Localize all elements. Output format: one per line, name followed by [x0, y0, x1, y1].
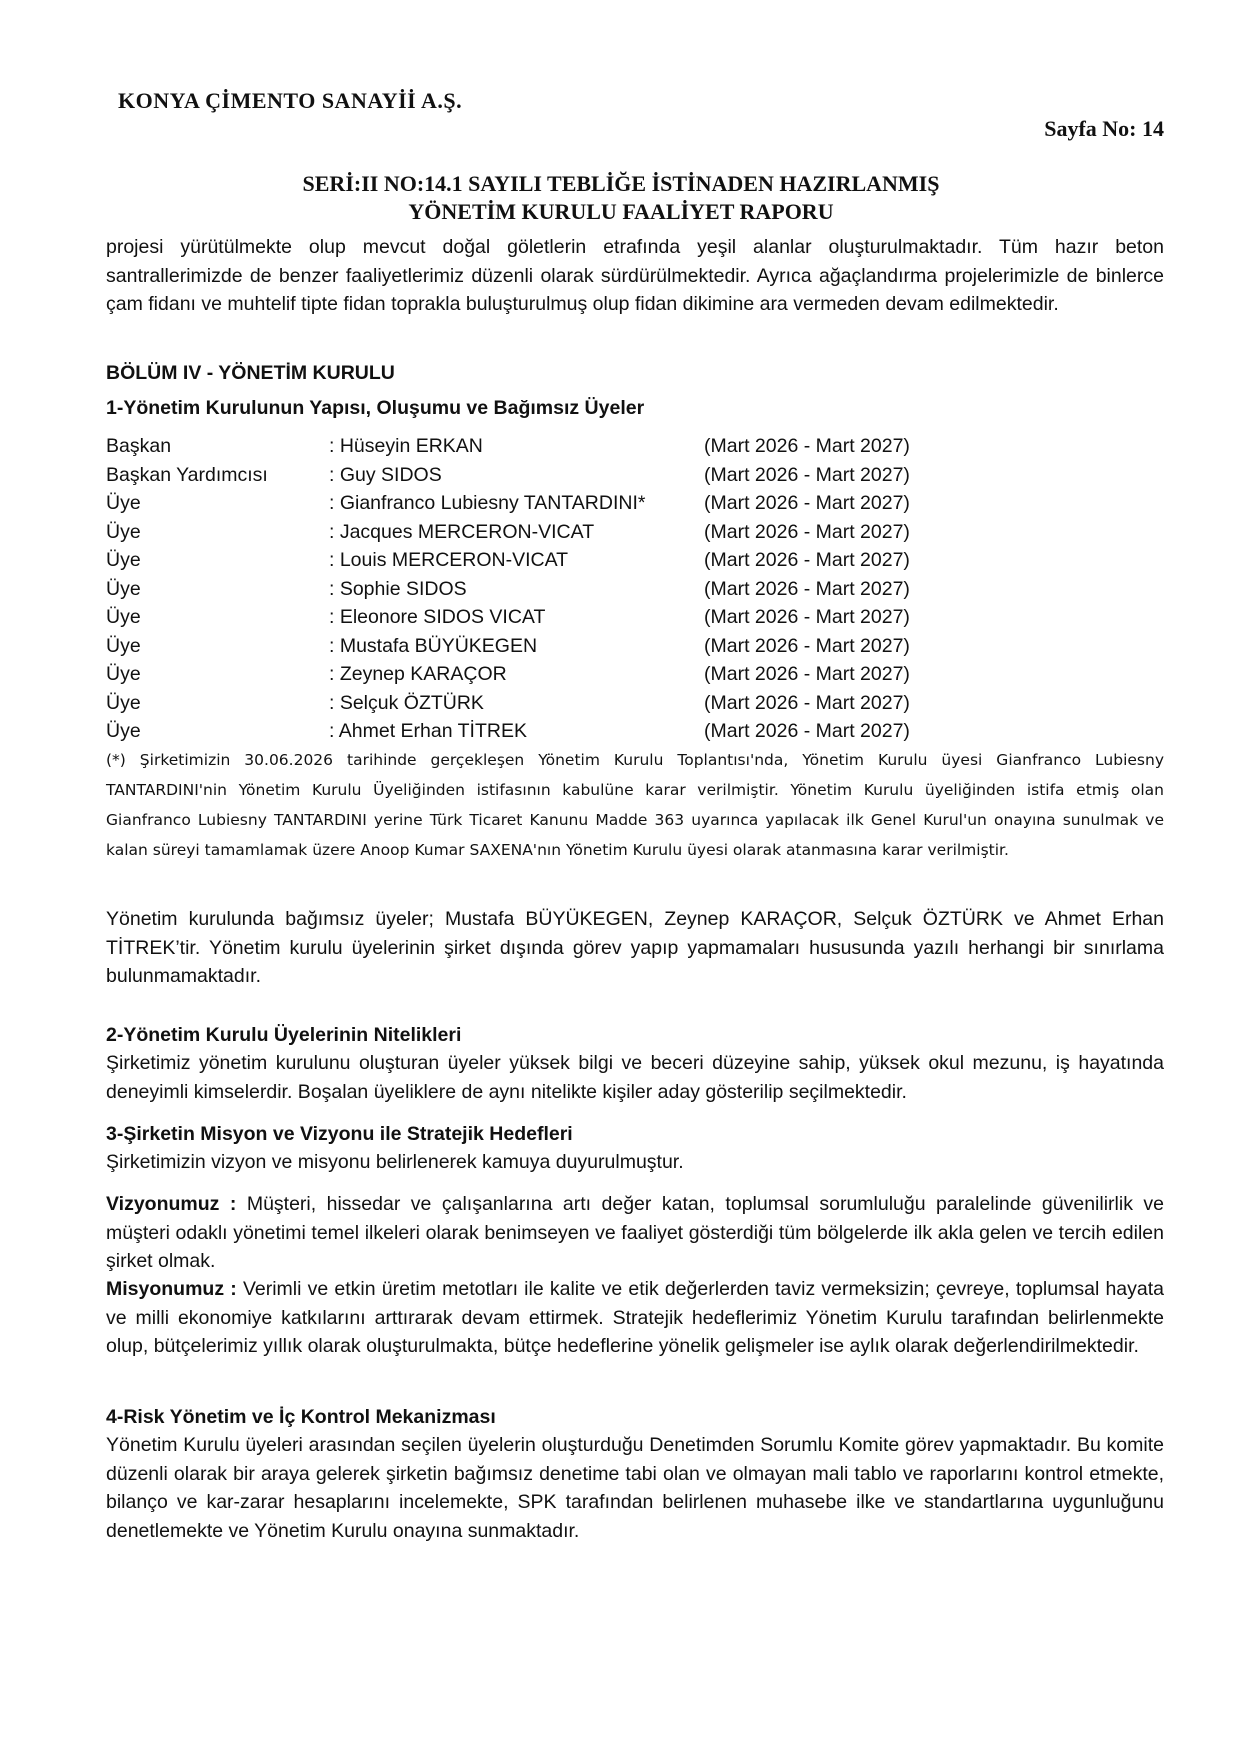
mission-label: Misyonumuz : [106, 1278, 237, 1300]
subsection-heading-risk: 4-Risk Yönetim ve İç Kontrol Mekanizması [106, 1406, 496, 1428]
report-title-line-1: SERİ:II NO:14.1 SAYILI TEBLİĞE İSTİNADEN HAZIRLANMIŞ [302, 171, 940, 196]
member-term: (Mart 2026 - Mart 2027) [704, 663, 910, 685]
member-row [106, 546, 1006, 575]
vision-label: Vizyonumuz : [106, 1193, 237, 1215]
board-members-list [106, 432, 1006, 746]
member-name: : Zeynep KARAÇOR [329, 663, 507, 685]
section-heading: BÖLÜM IV - YÖNETİM KURULU [106, 362, 395, 384]
company-name: KONYA ÇİMENTO SANAYİİ A.Ş. [118, 88, 463, 113]
member-name: : Hüseyin ERKAN [329, 435, 483, 457]
member-role: Üye [106, 663, 141, 685]
member-term: (Mart 2026 - Mart 2027) [704, 463, 910, 486]
member-role: Üye [106, 720, 141, 742]
member-role: Üye [106, 520, 141, 543]
member-name: : Gianfranco Lubiesny TANTARDINI* [329, 492, 646, 514]
member-name: : Ahmet Erhan TİTREK [329, 720, 527, 742]
member-role: Üye [106, 492, 141, 514]
member-row [106, 518, 1006, 547]
member-row [106, 689, 1006, 718]
member-name: : Sophie SIDOS [329, 577, 467, 600]
mission-text: Verimli ve etkin üretim metotları ile kalite ve etik değerlerden taviz vermeksizin; çevreye, toplumsal hayata ve milli ekonomiye katkılarını arttırarak devam ettirmek. Stratejik hedeflerimiz Yönetim Kurulu tarafından belirlenmekte olup, bütçelerimiz yıllık olarak oluşturulmakta, bütçe hedeflerine yönelik gelişmeler ise aylık olarak değerlendirilmektedir. [106, 1278, 1165, 1357]
member-name: : Selçuk ÖZTÜRK [329, 691, 484, 714]
member-role: Üye [106, 691, 141, 714]
footnote: (*) Şirketimizin 30.06.2026 tarihinde gerçekleşen Yönetim Kurulu Toplantısı'nda, Yönetim Kurulu üyesi Gianfranco Lubiesny TANTARDINI'nin Yönetim Kurulu Üyeliğinden istifasının kabulüne karar verilmiştir. Yönetim Kurulu üyeliğinden istifa etmiş olan Gianfranco Lubiesny TANTARDINI yerine Türk Ticaret Kanunu Madde 363 uyarınca yapılacak ilk Genel Kurul'un onayına sunulmak ve kalan süreyi tamamlamak üzere Anoop Kumar SAXENA'nın Yönetim Kurulu üyesi olarak atanmasına karar verilmiştir. [106, 751, 1164, 859]
member-row [106, 717, 1006, 746]
member-term: (Mart 2026 - Mart 2027) [704, 720, 910, 742]
member-row [106, 603, 1006, 632]
member-role: Başkan [106, 435, 172, 457]
member-term: (Mart 2026 - Mart 2027) [704, 691, 910, 714]
intro-paragraph: projesi yürütülmekte olup mevcut doğal göletlerin etrafında yeşil alanlar oluşturulmaktadır. Tüm hazır beton santrallerimizde de benzer faaliyetlerimiz düzenli olarak sürdürülmektedir. Ayrıca ağaçlandırma projelerimizle de binlerce çam fidanı ve muhtelif tipte fidan toprakla buluşturulmuş olup fidan dikimine ara vermeden devam edilmektedir. [106, 236, 1164, 315]
independent-members-paragraph: Yönetim kurulunda bağımsız üyeler; Mustafa BÜYÜKEGEN, Zeynep KARAÇOR, Selçuk ÖZTÜRK ve Ahmet Erhan TİTREK’tir. Yönetim kurulu üyelerinin şirket dışında görev yapıp yapmamaları hususunda yazılı herhangi bir sınırlama bulunmamaktadır. [106, 908, 1164, 987]
qualifications-paragraph: Şirketimiz yönetim kurulunu oluşturan üyeler yüksek bilgi ve beceri düzeyine sahip, yüksek okul mezunu, iş hayatında deneyimli kimselerdir. Boşalan üyeliklere de aynı nitelikte kişiler aday gösterilip seçilmektedir. [106, 1052, 1164, 1103]
member-name: : Eleonore SIDOS VICAT [329, 606, 546, 628]
member-role: Üye [106, 549, 141, 571]
mission-vision-intro: Şirketimizin vizyon ve misyonu belirlenerek kamuya duyurulmuştur. [106, 1151, 684, 1173]
subsection-heading-mission-vision: 3-Şirketin Misyon ve Vizyonu ile Stratejik Hedefleri [106, 1123, 573, 1145]
member-term: (Mart 2026 - Mart 2027) [704, 492, 910, 514]
member-name: : Guy SIDOS [329, 463, 442, 486]
member-role: Başkan Yardımcısı [106, 463, 268, 486]
member-role: Üye [106, 606, 141, 628]
subsection-heading-qualifications: 2-Yönetim Kurulu Üyelerinin Nitelikleri [106, 1024, 462, 1046]
member-row [106, 632, 1006, 661]
member-term: (Mart 2026 - Mart 2027) [704, 634, 910, 657]
member-term: (Mart 2026 - Mart 2027) [704, 577, 910, 600]
member-name: : Mustafa BÜYÜKEGEN [329, 634, 538, 657]
member-term: (Mart 2026 - Mart 2027) [704, 606, 910, 628]
risk-paragraph: Yönetim Kurulu üyeleri arasından seçilen üyelerin oluşturduğu Denetimden Sorumlu Komite görev yapmaktadır. Bu komite düzenli olarak bir araya gelerek şirketin bağımsız denetime tabi olan ve olmayan mali tablo ve raporlarını kontrol etmekte, bilanço ve kar-zarar hesaplarını incelemekte, SPK tarafından belirlenen muhasebe ilke ve standartlarına uygunluğunu denetlemekte ve Yönetim Kurulu onayına sunmaktadır. [106, 1434, 1164, 1542]
member-name: : Louis MERCERON-VICAT [329, 549, 569, 571]
member-term: (Mart 2026 - Mart 2027) [704, 549, 910, 571]
vision-paragraph [106, 1190, 1164, 1276]
member-row [106, 660, 1006, 689]
page-number: Sayfa No: 14 [1044, 116, 1164, 141]
member-row [106, 432, 1006, 461]
member-role: Üye [106, 634, 141, 657]
member-row [106, 575, 1006, 604]
vision-text: Müşteri, hissedar ve çalışanlarına artı değer katan, toplumsal sorumluluğu paralelinde güvenilirlik ve müşteri odaklı yönetimi temel ilkeleri olarak benimseyen ve faaliyet gösterdiği tüm bölgelerde ilk akla gelen ve tercih edilen şirket olmak. [106, 1193, 1164, 1272]
member-row [106, 489, 1006, 518]
subsection-heading-structure: 1-Yönetim Kurulunun Yapısı, Oluşumu ve Bağımsız Üyeler [106, 397, 645, 419]
member-role: Üye [106, 577, 141, 600]
report-title-line-2: YÖNETİM KURULU FAALİYET RAPORU [408, 199, 834, 224]
member-term: (Mart 2026 - Mart 2027) [704, 520, 910, 543]
mission-paragraph [106, 1275, 1164, 1361]
member-term: (Mart 2026 - Mart 2027) [704, 435, 910, 457]
member-row [106, 461, 1006, 490]
member-name: : Jacques MERCERON-VICAT [329, 520, 595, 543]
